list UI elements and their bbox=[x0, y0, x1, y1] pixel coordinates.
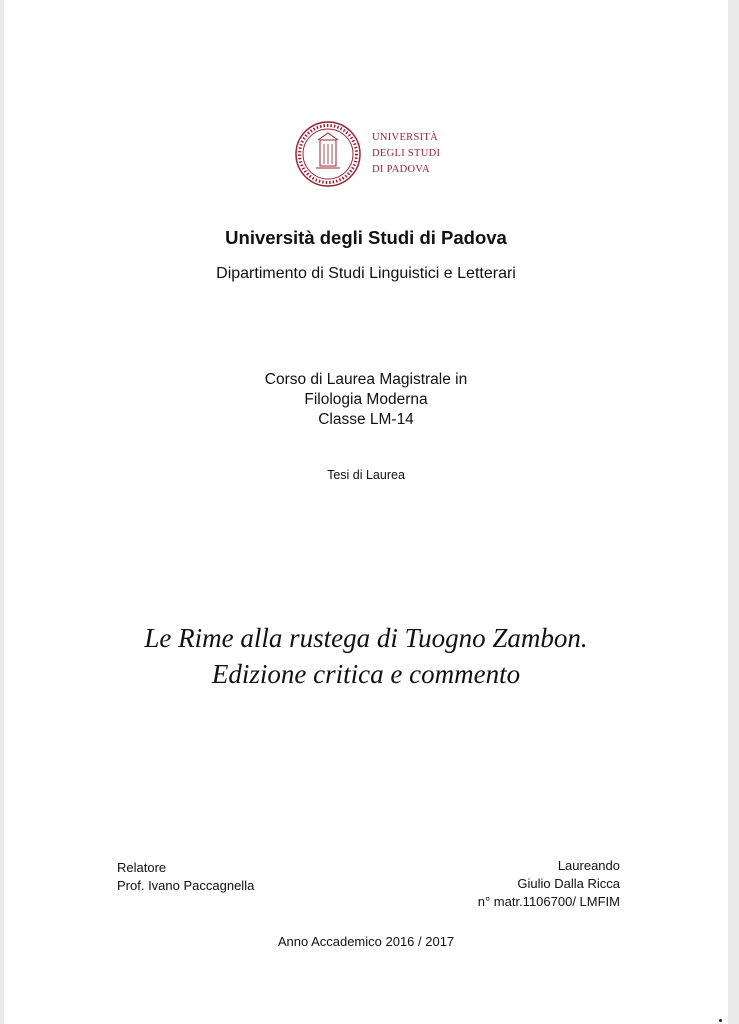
thesis-title bbox=[4, 620, 728, 692]
logo-wordmark bbox=[372, 130, 440, 178]
relatore-name: Prof. Ivano Paccagnella bbox=[117, 878, 255, 893]
corner-mark bbox=[719, 1019, 722, 1022]
thesis-label: Tesi di Laurea bbox=[327, 468, 405, 482]
laureando-label: Laureando bbox=[557, 858, 620, 873]
laureando-name: Giulio Dalla Ricca bbox=[517, 876, 620, 891]
relatore-label: Relatore bbox=[117, 860, 167, 875]
thesis-title-line-1: Le Rime alla rustega di Tuogno Zambon. bbox=[144, 623, 588, 653]
course-line-3: Classe LM-14 bbox=[318, 411, 414, 428]
logo-line-3: DI PADOVA bbox=[372, 164, 430, 175]
course-line-2: Filologia Moderna bbox=[304, 391, 428, 408]
laureando-block bbox=[478, 857, 620, 911]
logo-line-1: UNIVERSITÀ bbox=[372, 132, 438, 143]
document-page bbox=[4, 0, 728, 1024]
course-line-1: Corso di Laurea Magistrale in bbox=[264, 371, 468, 388]
university-seal-icon bbox=[294, 120, 362, 188]
department-name: Dipartimento di Studi Linguistici e Letterari bbox=[216, 265, 516, 282]
course-info bbox=[4, 370, 728, 430]
relatore-block bbox=[117, 859, 254, 895]
thesis-title-line-2: Edizione critica e commento bbox=[211, 659, 521, 689]
university-logo bbox=[294, 120, 440, 188]
university-name: Università degli Studi di Padova bbox=[225, 227, 507, 248]
academic-year: Anno Accademico 2016 / 2017 bbox=[277, 934, 455, 949]
laureando-matricola: n° matr.1106700/ LMFIM bbox=[477, 894, 620, 909]
logo-line-2: DEGLI STUDI bbox=[372, 148, 441, 159]
